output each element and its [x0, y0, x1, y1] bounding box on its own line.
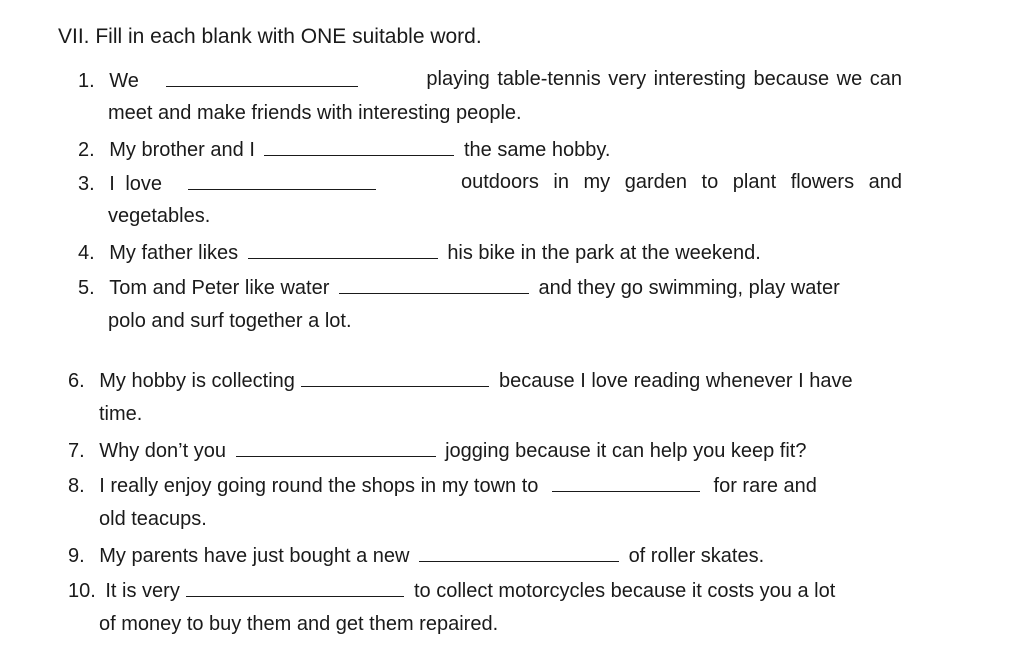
exercise-title: VII. Fill in each blank with ONE suitable word.: [58, 25, 482, 48]
question-text-continuation: vegetables.: [108, 205, 211, 227]
answer-blank-3[interactable]: [188, 167, 376, 190]
question-5-line-1: [78, 271, 840, 301]
question-text-continuation: of money to buy them and get them repaired.: [99, 613, 499, 635]
question-number: 5.: [78, 277, 95, 299]
question-4-line: [78, 236, 761, 266]
question-number: 2.: [78, 139, 95, 161]
answer-blank-2[interactable]: [264, 133, 454, 156]
question-number: 4.: [78, 242, 95, 264]
question-number: 10.: [68, 580, 96, 602]
question-text-before: It is very: [105, 580, 180, 602]
answer-blank-8[interactable]: [552, 469, 700, 492]
question-text-continuation: old teacups.: [99, 508, 207, 530]
question-number: 9.: [68, 545, 85, 567]
question-number: 1.: [78, 70, 95, 92]
question-text-before: I really enjoy going round the shops in my town to: [99, 475, 539, 497]
question-9-line: [68, 539, 764, 569]
question-text-after: because I love reading whenever I have: [499, 370, 853, 392]
question-text-before: My hobby is collecting: [99, 370, 295, 392]
question-text-before: Why don’t you: [99, 440, 226, 462]
question-text-before: My parents have just bought a new: [99, 545, 410, 567]
question-text-after: jogging because it can help you keep fit?: [445, 440, 807, 462]
question-10-line-1: [68, 574, 835, 604]
question-2-line: [78, 133, 610, 163]
question-text-continuation: polo and surf together a lot.: [108, 310, 352, 332]
question-6-line-1: [68, 364, 853, 394]
answer-blank-9[interactable]: [419, 539, 619, 562]
answer-blank-1[interactable]: [166, 64, 358, 87]
question-text-after: for rare and: [713, 475, 817, 497]
question-number: 8.: [68, 475, 85, 497]
question-text-before: I love: [109, 173, 163, 195]
question-1-line-1: [78, 64, 902, 94]
question-text-after: and they go swimming, play water: [538, 277, 840, 299]
question-text-after: the same hobby.: [464, 139, 611, 161]
question-number: 6.: [68, 370, 85, 392]
answer-blank-6[interactable]: [301, 364, 489, 387]
question-number: 3.: [78, 173, 95, 195]
question-8-line-1: [68, 469, 817, 499]
question-text-before: Tom and Peter like water: [109, 277, 330, 299]
question-text-before: My father likes: [109, 242, 239, 264]
question-text-continuation: time.: [99, 403, 143, 425]
question-text-after: of roller skates.: [628, 545, 765, 567]
answer-blank-10[interactable]: [186, 574, 404, 597]
question-text-after: his bike in the park at the weekend.: [447, 242, 761, 264]
question-text-before: We: [109, 70, 139, 92]
question-3-line-1: [78, 167, 902, 197]
question-text-after: outdoors in my garden to plant flowers and: [461, 171, 902, 193]
question-7-line: [68, 434, 806, 464]
question-text-after: playing table-tennis very interesting because we can: [426, 68, 902, 90]
answer-blank-5[interactable]: [339, 271, 529, 294]
question-text-after: to collect motorcycles because it costs you a lot: [413, 580, 836, 602]
question-text-before: My brother and I: [109, 139, 255, 161]
answer-blank-7[interactable]: [236, 434, 436, 457]
question-text-continuation: meet and make friends with interesting people.: [108, 102, 522, 124]
question-number: 7.: [68, 440, 85, 462]
answer-blank-4[interactable]: [248, 236, 438, 259]
